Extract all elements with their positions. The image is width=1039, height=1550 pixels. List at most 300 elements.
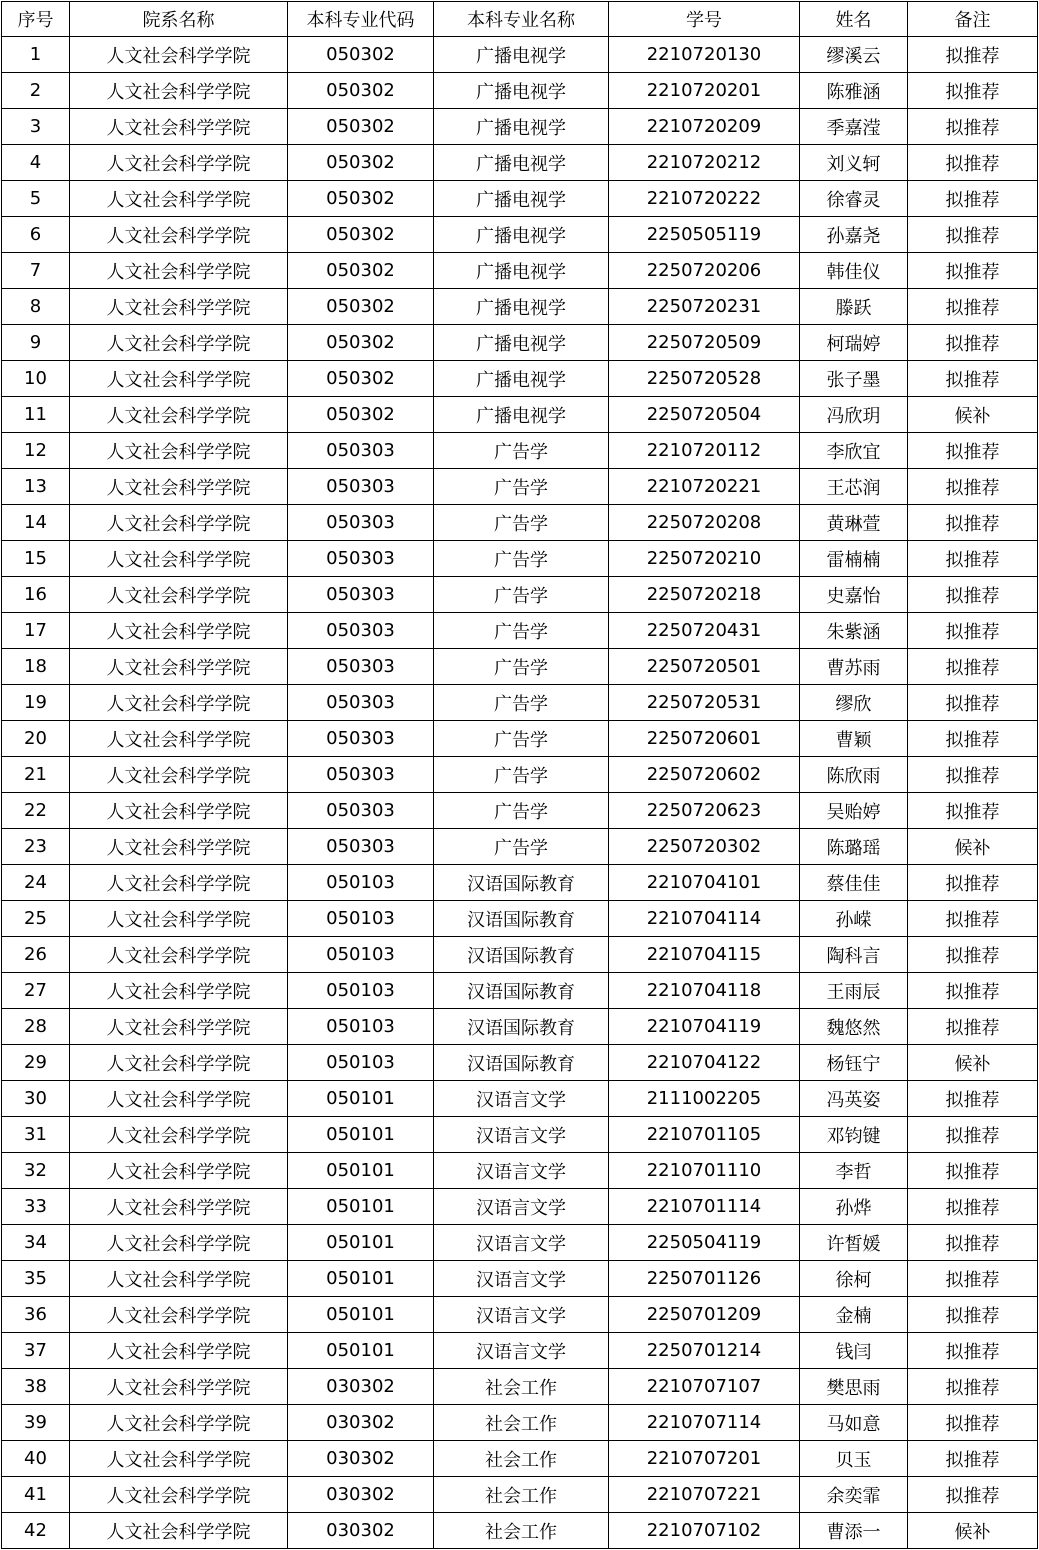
cell-name: 冯英姿 (800, 1081, 908, 1117)
cell-major-name: 汉语言文学 (434, 1153, 609, 1189)
cell-index: 21 (2, 757, 70, 793)
cell-department: 人文社会科学学院 (70, 901, 288, 937)
cell-department: 人文社会科学学院 (70, 865, 288, 901)
table-row (2, 901, 1038, 937)
cell-remark: 拟推荐 (908, 1081, 1038, 1117)
cell-major-name: 广告学 (434, 541, 609, 577)
cell-index: 31 (2, 1117, 70, 1153)
cell-major-code: 050302 (288, 145, 434, 181)
cell-index: 25 (2, 901, 70, 937)
cell-index: 4 (2, 145, 70, 181)
cell-index: 37 (2, 1333, 70, 1369)
cell-major-code: 050303 (288, 685, 434, 721)
cell-student-id: 2250720623 (609, 793, 800, 829)
table-row (2, 1333, 1038, 1369)
cell-major-code: 050103 (288, 937, 434, 973)
cell-major-code: 050302 (288, 109, 434, 145)
cell-major-name: 广播电视学 (434, 145, 609, 181)
cell-remark: 拟推荐 (908, 469, 1038, 505)
cell-student-id: 2250720302 (609, 829, 800, 865)
cell-major-code: 050303 (288, 469, 434, 505)
cell-major-name: 汉语言文学 (434, 1297, 609, 1333)
cell-major-name: 汉语言文学 (434, 1081, 609, 1117)
cell-student-id: 2210720112 (609, 433, 800, 469)
cell-name: 吴贻婷 (800, 793, 908, 829)
cell-major-code: 050103 (288, 901, 434, 937)
cell-index: 16 (2, 577, 70, 613)
cell-major-name: 汉语言文学 (434, 1117, 609, 1153)
cell-major-name: 汉语国际教育 (434, 865, 609, 901)
cell-student-id: 2250701209 (609, 1297, 800, 1333)
cell-student-id: 2210707221 (609, 1477, 800, 1513)
cell-name: 陈雅涵 (800, 73, 908, 109)
cell-index: 8 (2, 289, 70, 325)
cell-remark: 拟推荐 (908, 505, 1038, 541)
cell-department: 人文社会科学学院 (70, 217, 288, 253)
cell-department: 人文社会科学学院 (70, 73, 288, 109)
cell-major-code: 030302 (288, 1441, 434, 1477)
cell-major-code: 050302 (288, 217, 434, 253)
table-row (2, 1189, 1038, 1225)
table-row (2, 1441, 1038, 1477)
cell-index: 19 (2, 685, 70, 721)
cell-remark: 拟推荐 (908, 1153, 1038, 1189)
cell-major-name: 广播电视学 (434, 397, 609, 433)
cell-student-id: 2250504119 (609, 1225, 800, 1261)
cell-major-name: 汉语国际教育 (434, 937, 609, 973)
cell-name: 张子墨 (800, 361, 908, 397)
cell-student-id: 2210701105 (609, 1117, 800, 1153)
cell-student-id: 2250720431 (609, 613, 800, 649)
cell-department: 人文社会科学学院 (70, 1081, 288, 1117)
cell-department: 人文社会科学学院 (70, 1189, 288, 1225)
cell-name: 曹苏雨 (800, 649, 908, 685)
cell-major-name: 广播电视学 (434, 289, 609, 325)
header-department: 院系名称 (70, 2, 288, 37)
table-row (2, 1009, 1038, 1045)
cell-department: 人文社会科学学院 (70, 253, 288, 289)
cell-department: 人文社会科学学院 (70, 1513, 288, 1549)
cell-major-name: 社会工作 (434, 1369, 609, 1405)
table-row (2, 577, 1038, 613)
cell-index: 38 (2, 1369, 70, 1405)
cell-name: 魏悠然 (800, 1009, 908, 1045)
cell-index: 29 (2, 1045, 70, 1081)
cell-major-code: 030302 (288, 1477, 434, 1513)
cell-department: 人文社会科学学院 (70, 1333, 288, 1369)
cell-student-id: 2250720602 (609, 757, 800, 793)
cell-major-name: 广告学 (434, 577, 609, 613)
cell-department: 人文社会科学学院 (70, 577, 288, 613)
cell-remark: 拟推荐 (908, 541, 1038, 577)
cell-department: 人文社会科学学院 (70, 793, 288, 829)
cell-major-name: 社会工作 (434, 1477, 609, 1513)
table-row (2, 685, 1038, 721)
table-row (2, 109, 1038, 145)
cell-student-id: 2250720218 (609, 577, 800, 613)
cell-major-code: 050303 (288, 757, 434, 793)
cell-index: 18 (2, 649, 70, 685)
header-student-id: 学号 (609, 2, 800, 37)
cell-index: 39 (2, 1405, 70, 1441)
table-row (2, 865, 1038, 901)
cell-major-name: 广告学 (434, 505, 609, 541)
cell-student-id: 2210720201 (609, 73, 800, 109)
cell-student-id: 2210720212 (609, 145, 800, 181)
table-row (2, 1225, 1038, 1261)
cell-department: 人文社会科学学院 (70, 973, 288, 1009)
cell-major-code: 050302 (288, 397, 434, 433)
cell-major-code: 050101 (288, 1225, 434, 1261)
cell-name: 冯欣玥 (800, 397, 908, 433)
cell-department: 人文社会科学学院 (70, 145, 288, 181)
table-row (2, 757, 1038, 793)
table-row (2, 253, 1038, 289)
cell-name: 邓钧键 (800, 1117, 908, 1153)
cell-major-name: 广播电视学 (434, 109, 609, 145)
cell-department: 人文社会科学学院 (70, 1009, 288, 1045)
table-row (2, 433, 1038, 469)
cell-index: 26 (2, 937, 70, 973)
cell-student-id: 2210720209 (609, 109, 800, 145)
cell-name: 钱闫 (800, 1333, 908, 1369)
cell-index: 35 (2, 1261, 70, 1297)
cell-major-code: 050101 (288, 1261, 434, 1297)
cell-index: 13 (2, 469, 70, 505)
cell-remark: 候补 (908, 1045, 1038, 1081)
cell-student-id: 2210701110 (609, 1153, 800, 1189)
header-major-name: 本科专业名称 (434, 2, 609, 37)
cell-major-code: 050302 (288, 37, 434, 73)
table-row (2, 1369, 1038, 1405)
cell-remark: 拟推荐 (908, 73, 1038, 109)
cell-remark: 拟推荐 (908, 1333, 1038, 1369)
cell-department: 人文社会科学学院 (70, 829, 288, 865)
table-row (2, 937, 1038, 973)
cell-department: 人文社会科学学院 (70, 1117, 288, 1153)
cell-index: 7 (2, 253, 70, 289)
cell-major-name: 汉语言文学 (434, 1333, 609, 1369)
cell-name: 蔡佳佳 (800, 865, 908, 901)
table-row (2, 1081, 1038, 1117)
cell-department: 人文社会科学学院 (70, 505, 288, 541)
cell-name: 滕跃 (800, 289, 908, 325)
cell-student-id: 2250720206 (609, 253, 800, 289)
cell-major-name: 社会工作 (434, 1405, 609, 1441)
cell-department: 人文社会科学学院 (70, 397, 288, 433)
cell-student-id: 2210701114 (609, 1189, 800, 1225)
cell-index: 15 (2, 541, 70, 577)
cell-remark: 拟推荐 (908, 289, 1038, 325)
cell-major-code: 050303 (288, 649, 434, 685)
cell-remark: 拟推荐 (908, 1405, 1038, 1441)
cell-major-name: 广播电视学 (434, 325, 609, 361)
cell-major-name: 广播电视学 (434, 73, 609, 109)
cell-index: 32 (2, 1153, 70, 1189)
cell-name: 马如意 (800, 1405, 908, 1441)
cell-name: 李哲 (800, 1153, 908, 1189)
cell-major-name: 广告学 (434, 649, 609, 685)
cell-index: 40 (2, 1441, 70, 1477)
cell-name: 刘义轲 (800, 145, 908, 181)
cell-remark: 拟推荐 (908, 217, 1038, 253)
cell-name: 史嘉怡 (800, 577, 908, 613)
cell-department: 人文社会科学学院 (70, 361, 288, 397)
table-row (2, 397, 1038, 433)
cell-major-code: 050303 (288, 721, 434, 757)
cell-index: 2 (2, 73, 70, 109)
table-row (2, 1261, 1038, 1297)
cell-major-name: 广播电视学 (434, 217, 609, 253)
cell-index: 10 (2, 361, 70, 397)
cell-remark: 拟推荐 (908, 433, 1038, 469)
cell-remark: 拟推荐 (908, 1441, 1038, 1477)
table-row (2, 73, 1038, 109)
cell-remark: 拟推荐 (908, 649, 1038, 685)
cell-index: 36 (2, 1297, 70, 1333)
cell-name: 缪溪云 (800, 37, 908, 73)
cell-major-code: 050303 (288, 613, 434, 649)
cell-department: 人文社会科学学院 (70, 181, 288, 217)
cell-remark: 拟推荐 (908, 577, 1038, 613)
cell-remark: 拟推荐 (908, 973, 1038, 1009)
cell-index: 42 (2, 1513, 70, 1549)
cell-index: 33 (2, 1189, 70, 1225)
cell-department: 人文社会科学学院 (70, 541, 288, 577)
cell-remark: 拟推荐 (908, 361, 1038, 397)
cell-major-code: 050302 (288, 181, 434, 217)
cell-major-code: 050103 (288, 1009, 434, 1045)
cell-remark: 拟推荐 (908, 685, 1038, 721)
cell-index: 20 (2, 721, 70, 757)
cell-department: 人文社会科学学院 (70, 469, 288, 505)
cell-major-name: 广播电视学 (434, 361, 609, 397)
cell-name: 韩佳仪 (800, 253, 908, 289)
cell-name: 陈璐瑶 (800, 829, 908, 865)
cell-major-name: 社会工作 (434, 1441, 609, 1477)
cell-name: 王雨辰 (800, 973, 908, 1009)
cell-major-code: 050303 (288, 505, 434, 541)
cell-major-code: 030302 (288, 1513, 434, 1549)
cell-major-name: 汉语言文学 (434, 1261, 609, 1297)
cell-remark: 候补 (908, 1513, 1038, 1549)
cell-name: 缪欣 (800, 685, 908, 721)
cell-major-name: 广播电视学 (434, 37, 609, 73)
cell-name: 曹颖 (800, 721, 908, 757)
cell-name: 孙嘉尧 (800, 217, 908, 253)
cell-index: 28 (2, 1009, 70, 1045)
cell-name: 陶科言 (800, 937, 908, 973)
cell-remark: 拟推荐 (908, 181, 1038, 217)
cell-name: 柯瑞婷 (800, 325, 908, 361)
cell-student-id: 2250720231 (609, 289, 800, 325)
cell-index: 14 (2, 505, 70, 541)
cell-name: 徐柯 (800, 1261, 908, 1297)
table-row (2, 145, 1038, 181)
cell-name: 金楠 (800, 1297, 908, 1333)
cell-name: 李欣宜 (800, 433, 908, 469)
cell-name: 余奕霏 (800, 1477, 908, 1513)
table-row (2, 289, 1038, 325)
cell-remark: 候补 (908, 397, 1038, 433)
cell-index: 3 (2, 109, 70, 145)
cell-student-id: 2210704114 (609, 901, 800, 937)
cell-remark: 拟推荐 (908, 1225, 1038, 1261)
cell-student-id: 2250701214 (609, 1333, 800, 1369)
cell-remark: 拟推荐 (908, 793, 1038, 829)
cell-department: 人文社会科学学院 (70, 757, 288, 793)
cell-major-name: 汉语国际教育 (434, 1009, 609, 1045)
cell-major-code: 050303 (288, 793, 434, 829)
table-row (2, 973, 1038, 1009)
table-body (2, 37, 1038, 1549)
cell-major-code: 050303 (288, 433, 434, 469)
cell-index: 24 (2, 865, 70, 901)
cell-major-code: 030302 (288, 1369, 434, 1405)
cell-department: 人文社会科学学院 (70, 289, 288, 325)
cell-remark: 候补 (908, 829, 1038, 865)
cell-student-id: 2210720222 (609, 181, 800, 217)
cell-remark: 拟推荐 (908, 937, 1038, 973)
cell-major-name: 汉语国际教育 (434, 1045, 609, 1081)
cell-index: 11 (2, 397, 70, 433)
cell-major-code: 050303 (288, 577, 434, 613)
cell-major-name: 汉语言文学 (434, 1225, 609, 1261)
cell-major-code: 050302 (288, 361, 434, 397)
table-row (2, 1513, 1038, 1549)
cell-remark: 拟推荐 (908, 1477, 1038, 1513)
cell-remark: 拟推荐 (908, 37, 1038, 73)
cell-department: 人文社会科学学院 (70, 1045, 288, 1081)
cell-index: 9 (2, 325, 70, 361)
cell-name: 王芯润 (800, 469, 908, 505)
table-row (2, 721, 1038, 757)
cell-student-id: 2210707107 (609, 1369, 800, 1405)
cell-department: 人文社会科学学院 (70, 613, 288, 649)
cell-major-name: 广告学 (434, 721, 609, 757)
cell-major-code: 050101 (288, 1117, 434, 1153)
cell-department: 人文社会科学学院 (70, 1405, 288, 1441)
cell-remark: 拟推荐 (908, 721, 1038, 757)
table-row (2, 1045, 1038, 1081)
cell-major-code: 050103 (288, 1045, 434, 1081)
cell-index: 6 (2, 217, 70, 253)
cell-index: 34 (2, 1225, 70, 1261)
cell-department: 人文社会科学学院 (70, 109, 288, 145)
cell-major-name: 汉语言文学 (434, 1189, 609, 1225)
cell-major-name: 广告学 (434, 469, 609, 505)
cell-major-name: 汉语国际教育 (434, 901, 609, 937)
cell-name: 樊思雨 (800, 1369, 908, 1405)
cell-student-id: 2210707102 (609, 1513, 800, 1549)
cell-student-id: 2210704118 (609, 973, 800, 1009)
cell-major-code: 050302 (288, 325, 434, 361)
cell-name: 孙嵘 (800, 901, 908, 937)
table-row (2, 37, 1038, 73)
table-row (2, 793, 1038, 829)
cell-major-code: 050101 (288, 1333, 434, 1369)
cell-student-id: 2210707114 (609, 1405, 800, 1441)
cell-major-code: 050101 (288, 1297, 434, 1333)
cell-student-id: 2250720531 (609, 685, 800, 721)
table-row (2, 505, 1038, 541)
cell-index: 12 (2, 433, 70, 469)
cell-index: 27 (2, 973, 70, 1009)
cell-department: 人文社会科学学院 (70, 37, 288, 73)
cell-student-id: 2250720528 (609, 361, 800, 397)
header-row (2, 2, 1038, 37)
table-row (2, 361, 1038, 397)
cell-major-name: 社会工作 (434, 1513, 609, 1549)
cell-department: 人文社会科学学院 (70, 1225, 288, 1261)
cell-major-code: 050101 (288, 1153, 434, 1189)
cell-remark: 拟推荐 (908, 253, 1038, 289)
cell-department: 人文社会科学学院 (70, 325, 288, 361)
cell-index: 17 (2, 613, 70, 649)
cell-student-id: 2250720601 (609, 721, 800, 757)
table-row (2, 325, 1038, 361)
cell-student-id: 2250701126 (609, 1261, 800, 1297)
cell-student-id: 2210704122 (609, 1045, 800, 1081)
table-row (2, 1153, 1038, 1189)
cell-department: 人文社会科学学院 (70, 685, 288, 721)
cell-index: 30 (2, 1081, 70, 1117)
table-row (2, 649, 1038, 685)
table-row (2, 1297, 1038, 1333)
table-row (2, 181, 1038, 217)
cell-remark: 拟推荐 (908, 1261, 1038, 1297)
cell-major-name: 广告学 (434, 793, 609, 829)
table-row (2, 829, 1038, 865)
cell-index: 1 (2, 37, 70, 73)
cell-name: 陈欣雨 (800, 757, 908, 793)
cell-major-name: 广告学 (434, 685, 609, 721)
cell-name: 曹添一 (800, 1513, 908, 1549)
cell-remark: 拟推荐 (908, 1369, 1038, 1405)
cell-student-id: 2111002205 (609, 1081, 800, 1117)
cell-department: 人文社会科学学院 (70, 1369, 288, 1405)
recommendation-table (1, 1, 1038, 1549)
cell-student-id: 2210720221 (609, 469, 800, 505)
cell-student-id: 2250505119 (609, 217, 800, 253)
cell-remark: 拟推荐 (908, 1189, 1038, 1225)
cell-remark: 拟推荐 (908, 1297, 1038, 1333)
cell-major-name: 广告学 (434, 829, 609, 865)
cell-department: 人文社会科学学院 (70, 937, 288, 973)
cell-remark: 拟推荐 (908, 613, 1038, 649)
cell-major-code: 050103 (288, 865, 434, 901)
cell-index: 22 (2, 793, 70, 829)
cell-name: 雷楠楠 (800, 541, 908, 577)
cell-major-name: 汉语国际教育 (434, 973, 609, 1009)
table-row (2, 613, 1038, 649)
cell-department: 人文社会科学学院 (70, 1441, 288, 1477)
cell-student-id: 2210707201 (609, 1441, 800, 1477)
cell-major-code: 050303 (288, 541, 434, 577)
table-row (2, 1117, 1038, 1153)
cell-major-code: 050303 (288, 829, 434, 865)
cell-remark: 拟推荐 (908, 109, 1038, 145)
cell-department: 人文社会科学学院 (70, 1261, 288, 1297)
cell-remark: 拟推荐 (908, 1117, 1038, 1153)
cell-remark: 拟推荐 (908, 1009, 1038, 1045)
table-row (2, 217, 1038, 253)
cell-major-name: 广告学 (434, 757, 609, 793)
cell-name: 徐睿灵 (800, 181, 908, 217)
cell-index: 5 (2, 181, 70, 217)
header-remark: 备注 (908, 2, 1038, 37)
cell-remark: 拟推荐 (908, 325, 1038, 361)
